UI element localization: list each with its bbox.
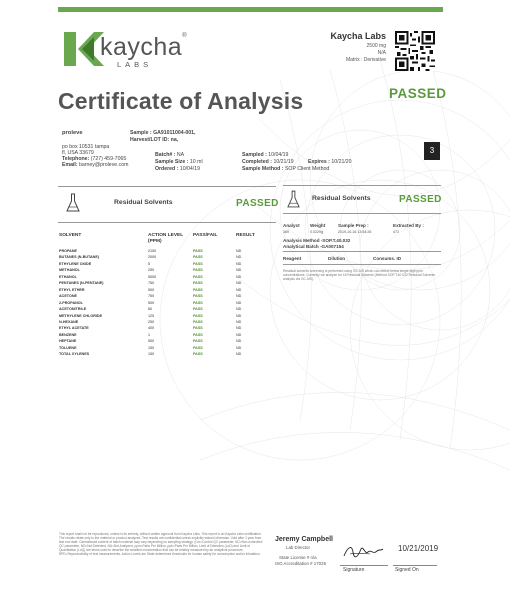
- result-value: ND: [236, 300, 242, 305]
- action-level: 750: [148, 294, 155, 299]
- overall-status-badge: PASSED: [389, 86, 447, 101]
- solvent-name: ETHYL ETHER: [59, 287, 85, 292]
- result-value: ND: [236, 352, 242, 357]
- logo-subtitle: LABS: [117, 60, 153, 69]
- signed-on-label: Signed On: [395, 567, 419, 573]
- pass-fail: PASS: [193, 261, 203, 266]
- right-panel-status: PASSED: [399, 194, 442, 205]
- client-name: proleve: [62, 130, 83, 136]
- consums-id-header: Consums. ID: [373, 256, 402, 261]
- solvent-name: ETHYLENE OXIDE: [59, 261, 92, 266]
- pass-fail: PASS: [193, 339, 203, 344]
- result-value: ND: [236, 313, 242, 318]
- client-email: Email: barney@proleve.com: [62, 162, 129, 168]
- right-panel-top-rule: [283, 185, 441, 186]
- result-value: ND: [236, 249, 242, 253]
- right-panel-bottom-rule: [283, 213, 441, 214]
- pass-fail: PASS: [193, 352, 203, 357]
- sample-prep-label: Sample Prep :: [338, 223, 369, 228]
- pass-fail: PASS: [193, 326, 203, 331]
- signature-rule: [340, 565, 388, 566]
- iso-accreditation: ISO Accreditation # 17025: [275, 561, 327, 566]
- action-level: 150: [148, 345, 155, 350]
- solvent-name: METHYLENE CHLORIDE: [59, 313, 103, 318]
- sample-prep-value: 2019-10-16 13:54:26: [338, 230, 372, 234]
- analyst-value: 369: [283, 230, 289, 234]
- solvent-name: N-HEXANE: [59, 319, 79, 324]
- action-level: 2000: [148, 255, 157, 260]
- solvent-name: METHANOL: [59, 268, 80, 273]
- client-telephone: Telephone: (727) 459-7065: [62, 156, 127, 162]
- right-panel-title: Residual Solvents: [312, 195, 371, 202]
- solvent-name: HEPTANE: [59, 339, 77, 344]
- signature-label: Signature: [343, 567, 365, 573]
- harvest-lot-id: Harvest/LOT ID: na,: [130, 137, 179, 143]
- state-license: State License # n/a: [279, 555, 317, 560]
- method-note: Residual solvents screening is performed using GC-MS which can detect below single digit ppm concentrations. Currently we analyze for 18 Residual Solvents (Method SOP.T.40.032 Residual Solvents analysis via GC-MS).: [283, 269, 436, 282]
- sample-method: Sample Method : SOP Client Method: [242, 166, 330, 172]
- pass-fail: PASS: [193, 345, 203, 350]
- pass-fail: PASS: [193, 319, 203, 324]
- solvent-name: PENTANES (N-PENTANE): [59, 281, 104, 286]
- batch-number: Batch# : NA: [155, 152, 185, 158]
- pass-fail: PASS: [193, 255, 203, 260]
- result-value: ND: [236, 268, 242, 273]
- analyst-label: Analyst: [283, 223, 300, 228]
- qr-code-icon: [395, 31, 435, 71]
- solvent-name: 2-PROPANOL: [59, 300, 83, 305]
- legal-disclaimer: This report shall not be reproduced, unless in its entirety, without written approval from Kaycha Labs. This report is an Kaycha Labs certification. The results relate only to the material or product analyzed. Test results are confidential unless explicitly waived otherwise. Void after 1 year from test end date. Cannabinoid content of batch material may vary depending on sampling strategy. (Cm=Control QC parameter, NC=Non-controlled QC parameter, ND=Not Detected, NA=Not Analyzed, ppm=Parts Per Million, ppb=Parts Per Billion, Limit of Detection (LoD) and Limit of Quantitation (LoQ) are terms used to describe the smallest concentration that can be reliably measured by an analytical procedure, RPD=Reproducibility of test measurements. Action Levels are State determined thresholds for human safety for consumption and/or inhalation.: [59, 532, 263, 557]
- result-value: ND: [236, 345, 242, 350]
- action-level: 5000: [148, 274, 157, 279]
- solvent-name: ACETONE: [59, 294, 77, 299]
- weight-value: 0.0229g: [310, 230, 323, 234]
- document-title: Certificate of Analysis: [58, 88, 304, 114]
- pass-fail: PASS: [193, 332, 203, 337]
- action-level: 500: [148, 339, 155, 344]
- action-level: 1: [148, 332, 151, 337]
- completed-date: Completed : 10/21/19: [242, 159, 294, 165]
- pass-fail: PASS: [193, 281, 203, 286]
- extracted-by-label: Extracted By :: [393, 223, 424, 228]
- result-value: ND: [236, 339, 242, 344]
- reagent-header: Reagent: [283, 256, 302, 261]
- analytical-batch: Analytical Batch -GA007154: [283, 244, 344, 249]
- handwritten-signature-image: [340, 543, 386, 561]
- product-size: 2500 mg: [366, 43, 386, 49]
- result-value: ND: [236, 274, 242, 279]
- result-value: ND: [236, 332, 242, 337]
- logo-wordmark: kaycha®: [100, 33, 188, 61]
- analysis-method: Analysis Method -SOP.T.40.032: [283, 238, 351, 243]
- left-panel-bottom-rule: [58, 222, 276, 223]
- column-header-solvent: SOLVENT: [59, 233, 82, 238]
- pass-fail: PASS: [193, 313, 203, 318]
- pass-fail: PASS: [193, 307, 203, 312]
- action-level: 250: [148, 268, 155, 273]
- sampled-date: Sampled : 10/04/19: [242, 152, 289, 158]
- action-level: 2100: [148, 249, 157, 253]
- flask-icon: [66, 193, 80, 213]
- reagent-bottom-rule: [283, 264, 441, 265]
- result-value: ND: [236, 287, 242, 292]
- reagent-top-rule: [283, 251, 441, 252]
- weight-label: Weight: [310, 223, 326, 228]
- product-na: N/A: [377, 50, 386, 56]
- expires-date: Expires : 10/21/20: [308, 159, 352, 165]
- pass-fail: PASS: [193, 274, 203, 279]
- pass-fail: PASS: [193, 287, 203, 292]
- action-level: 150: [148, 352, 155, 357]
- left-panel-title: Residual Solvents: [114, 199, 173, 206]
- pass-fail: PASS: [193, 300, 203, 305]
- result-value: ND: [236, 294, 242, 299]
- client-address-line2: fl, USA 33679: [62, 150, 94, 156]
- result-value: ND: [236, 326, 242, 331]
- top-accent-bar: [58, 7, 443, 12]
- action-level: 500: [148, 287, 155, 292]
- dilution-header: Dilution: [328, 256, 346, 261]
- result-value: ND: [236, 255, 242, 260]
- action-level: 5: [148, 261, 151, 266]
- solvent-name: BUTANES (N-BUTANE): [59, 255, 100, 260]
- pass-fail: PASS: [193, 249, 203, 253]
- result-value: ND: [236, 261, 242, 266]
- action-level: 250: [148, 319, 155, 324]
- signer-name: Jeremy Campbell: [275, 536, 333, 543]
- action-level: 125: [148, 313, 155, 318]
- solvent-name: ACETONITRILE: [59, 307, 87, 312]
- solvent-name: TOTAL XYLENES: [59, 352, 90, 357]
- column-header-pass-fail: PASS/FAIL: [193, 233, 218, 238]
- result-value: ND: [236, 281, 242, 286]
- signed-date: 10/21/2019: [398, 544, 439, 553]
- column-header-action-level: ACTION LEVEL (PPM): [148, 233, 184, 244]
- solvent-name: ETHYL ACETATE: [59, 326, 89, 331]
- result-value: ND: [236, 307, 242, 312]
- action-level: 750: [148, 281, 155, 286]
- ordered-date: Ordered : 10/04/19: [155, 166, 201, 172]
- signer-title: Lab Director: [286, 545, 310, 550]
- action-level: 60: [148, 307, 153, 312]
- sample-size: Sample Size : 10 ml: [155, 159, 203, 165]
- left-panel-status: PASSED: [236, 198, 279, 209]
- left-panel-top-rule: [58, 186, 276, 187]
- action-level: 400: [148, 326, 155, 331]
- signed-on-rule: [393, 565, 437, 566]
- solvent-name: TOLUENE: [59, 345, 77, 350]
- column-header-result: RESULT: [236, 233, 255, 238]
- solvent-name: BENZENE: [59, 332, 77, 337]
- table-row: [59, 352, 271, 360]
- extracted-by-value: 472: [393, 230, 399, 234]
- solvent-name: PROPANE: [59, 249, 77, 253]
- sample-id: Sample : GA91011004-001,: [130, 130, 196, 136]
- flask-icon: [287, 190, 300, 209]
- result-value: ND: [236, 319, 242, 324]
- pass-fail: PASS: [193, 294, 203, 299]
- lab-name: Kaycha Labs: [330, 31, 386, 41]
- solvent-name: ETHANOL: [59, 274, 77, 279]
- page-number-badge: 3: [424, 142, 440, 160]
- client-address-line1: po box 10531 tampa: [62, 144, 110, 150]
- action-level: 500: [148, 300, 155, 305]
- product-matrix: Matrix : Derivative: [345, 57, 386, 63]
- pass-fail: PASS: [193, 268, 203, 273]
